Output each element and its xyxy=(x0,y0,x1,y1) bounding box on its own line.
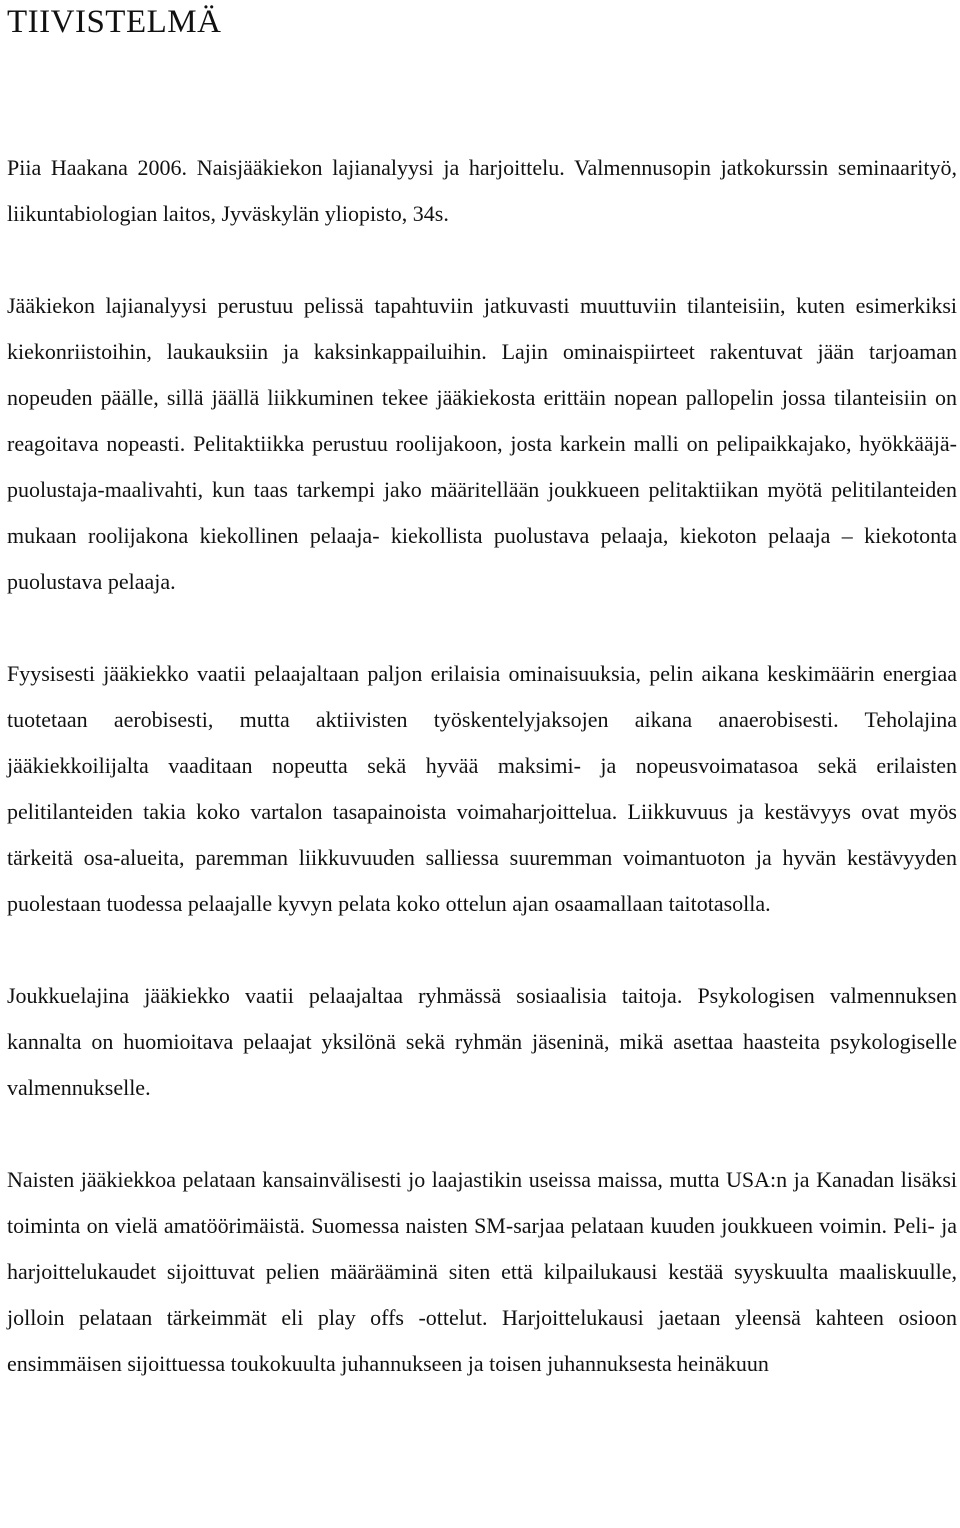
page-title: TIIVISTELMÄ xyxy=(7,4,222,40)
document-page xyxy=(7,0,957,1387)
body-paragraph-womens-hockey: Naisten jääkiekkoa pelataan kansainvälisesti jo laajastikin useissa maissa, mutta USA:n ja Kanadan lisäksi toiminta on vielä amatöörimäistä. Suomessa naisten SM-sarjaa pelataan kuuden joukkueen voimin. Peli- ja harjoittelukaudet sijoittuvat pelien määrääminä siten että kilpailukausi kestää syyskuulta maaliskuulle, jolloin pelataan tärkeimmät eli play offs -ottelut. Harjoittelukausi jaetaan yleensä kahteen osioon ensimmäisen sijoittuessa toukokuulta juhannukseen ja toisen juhannuksesta heinäkuun xyxy=(7,1167,957,1376)
citation-paragraph: Piia Haakana 2006. Naisjääkiekon lajianalyysi ja harjoittelu. Valmennusopin jatkokurssin seminaarityö, liikuntabiologian laitos, Jyväskylän yliopisto, 34s. xyxy=(7,155,957,226)
body-paragraph-physical-demands: Fyysisesti jääkiekko vaatii pelaajaltaan paljon erilaisia ominaisuuksia, pelin aikana keskimäärin energiaa tuotetaan aerobisesti, mutta aktiivisten työskentelyjaksojen aikana anaerobisesti. Teholajina jääkiekkoilijalta vaaditaan nopeutta sekä hyvää maksimi- ja nopeusvoimatasoa sekä erilaisten pelitilanteiden takia koko vartalon tasapainoista voimaharjoittelua. Liikkuvuus ja kestävyys ovat myös tärkeitä osa-alueita, paremman liikkuvuuden salliessa suuremman voimantuoton ja hyvän kestävyyden puolestaan tuodessa pelaajalle kyvyn pelata koko ottelun ajan osaamallaan taitotasolla. xyxy=(7,661,957,916)
body-paragraph-game-analysis: Jääkiekon lajianalyysi perustuu pelissä tapahtuviin jatkuvasti muuttuviin tilanteisiin, kuten esimerkiksi kiekonriistoihin, laukauksiin ja kaksinkappailuihin. Lajin ominaispiirteet rakentuvat jään tarjoaman nopeuden päälle, sillä jäällä liikkuminen tekee jääkiekosta erittäin nopean pallopelin jossa tilanteisiin on reagoitava nopeasti. Pelitaktiikka perustuu roolijakoon, josta karkein malli on pelipaikkajako, hyökkääjä-puolustaja-maalivahti, kun taas tarkempi jako määritellään joukkueen pelitaktiikan myötä pelitilanteiden mukaan roolijakona kiekollinen pelaaja- kiekollista puolustava pelaaja, kiekoton pelaaja – kiekotonta puolustava pelaaja. xyxy=(7,293,957,594)
body-paragraph-team-psychology: Joukkuelajina jääkiekko vaatii pelaajaltaa ryhmässä sosiaalisia taitoja. Psykologisen valmennuksen kannalta on huomioitava pelaajat yksilönä sekä ryhmän jäseninä, mikä asettaa haasteita psykologiselle valmennukselle. xyxy=(7,983,957,1100)
